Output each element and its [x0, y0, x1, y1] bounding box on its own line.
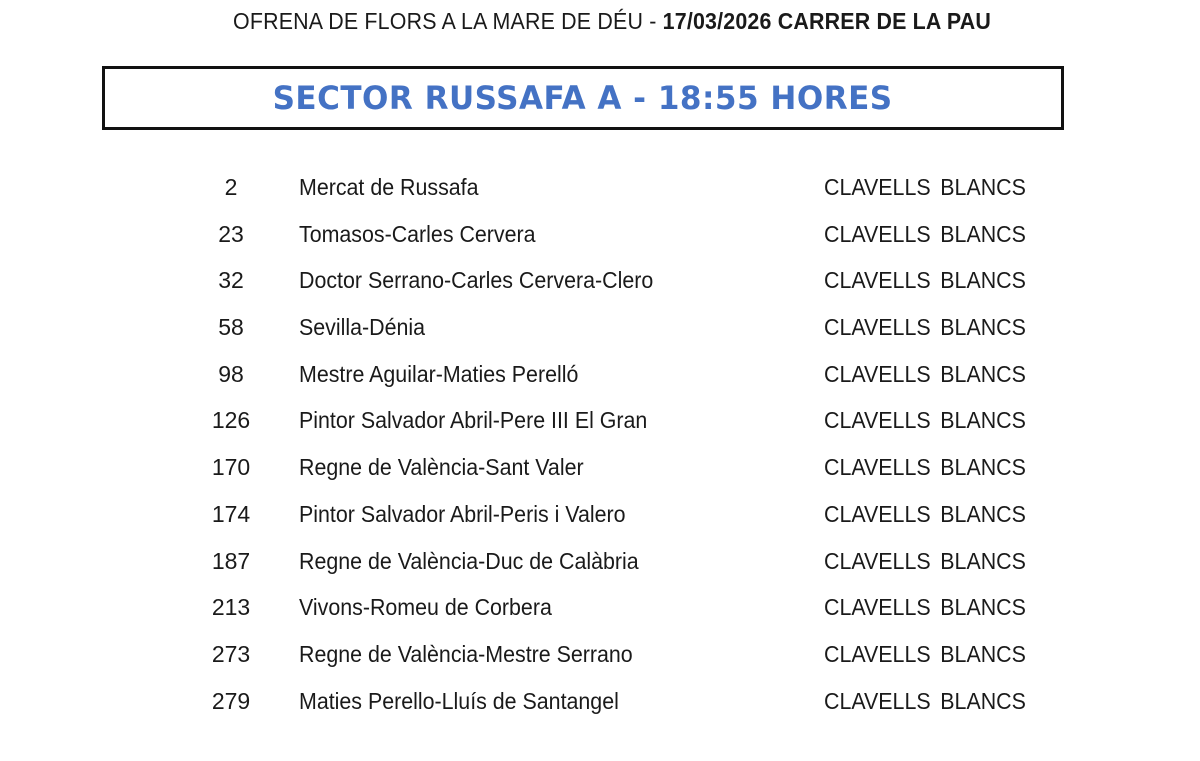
- sector-title-box: [102, 66, 1064, 130]
- falla-number: 187: [211, 547, 251, 574]
- list-item: [0, 493, 1200, 540]
- flower-type: CLAVELLS BLANCS: [824, 640, 1026, 667]
- falla-street: Mestre Aguilar-Maties Perelló: [299, 360, 579, 387]
- list-item: [0, 586, 1200, 633]
- falla-number: 273: [211, 640, 251, 667]
- falla-street: Mercat de Russafa: [299, 174, 479, 200]
- document-header: [233, 8, 991, 35]
- flower-type: CLAVELLS BLANCS: [824, 174, 1026, 200]
- flower-type: CLAVELLS BLANCS: [824, 407, 1026, 434]
- flower-type: CLAVELLS BLANCS: [824, 220, 1026, 247]
- list-item: [0, 259, 1200, 306]
- falla-number: 279: [211, 687, 251, 714]
- falla-number: 32: [218, 267, 244, 294]
- list-item: [0, 353, 1200, 400]
- falla-street: Regne de València-Mestre Serrano: [299, 640, 633, 667]
- falla-street: Regne de València-Sant Valer: [299, 454, 584, 481]
- falla-street: Maties Perello-Lluís de Santangel: [299, 687, 619, 714]
- falla-number: 213: [211, 594, 251, 621]
- falla-number: 98: [218, 360, 244, 387]
- list-item: [0, 399, 1200, 446]
- falla-number: 174: [211, 500, 251, 527]
- flower-type: CLAVELLS BLANCS: [824, 267, 1026, 294]
- falla-street: Tomasos-Carles Cervera: [299, 220, 536, 247]
- header-text: OFRENA DE FLORS A LA MARE DE DÉU -: [233, 8, 663, 34]
- flower-type: CLAVELLS BLANCS: [824, 314, 1026, 341]
- falla-number: 126: [211, 407, 251, 434]
- header-date-location: 17/03/2026 CARRER DE LA PAU: [662, 8, 992, 34]
- list-item: [0, 446, 1200, 493]
- falla-number: 2: [224, 174, 238, 200]
- falla-list: [0, 166, 1200, 726]
- falla-street: Vivons-Romeu de Corbera: [299, 594, 552, 621]
- flower-type: CLAVELLS BLANCS: [824, 360, 1026, 387]
- falla-street: Pintor Salvador Abril-Peris i Valero: [299, 500, 626, 527]
- flower-type: CLAVELLS BLANCS: [824, 594, 1026, 621]
- list-item: [0, 213, 1200, 260]
- list-item: [0, 633, 1200, 680]
- falla-street: Sevilla-Dénia: [299, 314, 426, 341]
- falla-number: 23: [218, 220, 244, 247]
- falla-street: Regne de València-Duc de Calàbria: [299, 547, 639, 574]
- list-item: [0, 306, 1200, 353]
- list-item: [0, 680, 1200, 727]
- flower-type: CLAVELLS BLANCS: [824, 500, 1026, 527]
- falla-number: 170: [211, 454, 251, 481]
- sector-title: SECTOR RUSSAFA A - 18:55 HORES: [272, 79, 894, 117]
- falla-street: Doctor Serrano-Carles Cervera-Clero: [299, 267, 654, 294]
- list-item: [0, 166, 1200, 213]
- flower-type: CLAVELLS BLANCS: [824, 547, 1026, 574]
- falla-number: 58: [218, 314, 244, 341]
- flower-type: CLAVELLS BLANCS: [824, 687, 1026, 714]
- flower-type: CLAVELLS BLANCS: [824, 454, 1026, 481]
- list-item: [0, 540, 1200, 587]
- falla-street: Pintor Salvador Abril-Pere III El Gran: [299, 407, 648, 434]
